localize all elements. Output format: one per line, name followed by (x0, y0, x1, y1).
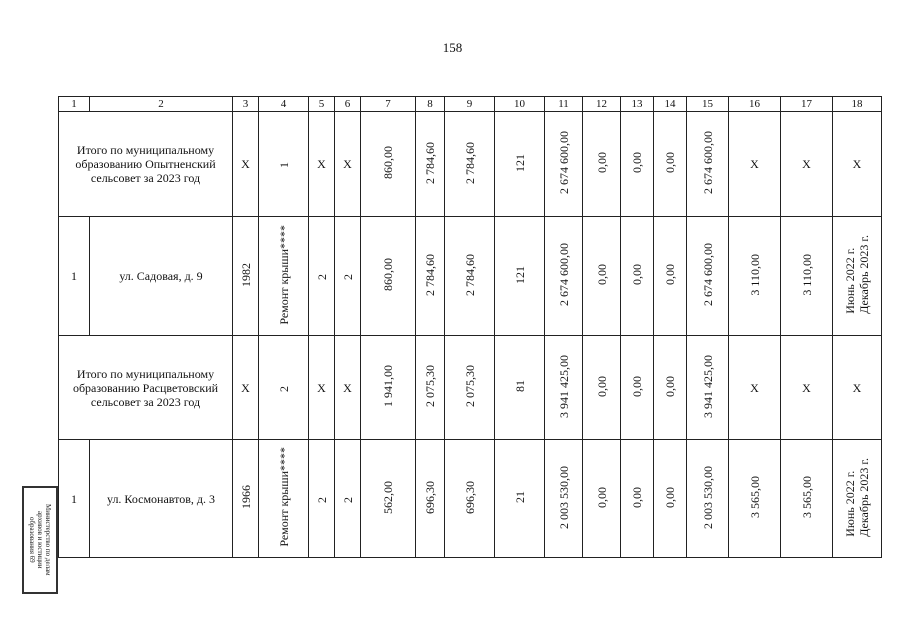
cell-address: ул. Садовая, д. 9 (90, 217, 233, 336)
cell-text: Ремонт крыши**** (276, 224, 291, 325)
col-header: 2 (90, 97, 233, 112)
cell-c8 (416, 440, 445, 558)
house-row-sadovaya (59, 217, 882, 336)
cell-c15 (687, 440, 729, 558)
col-header: 9 (445, 97, 495, 112)
cell-c8 (416, 336, 445, 440)
cell-index: 1 (59, 217, 90, 336)
col-header: 7 (361, 97, 416, 112)
cell-text: 2 003 530,00 (700, 465, 715, 529)
col-header: 3 (233, 97, 259, 112)
cell-c12 (583, 112, 621, 217)
col-header: 13 (621, 97, 654, 112)
cell-c16: X (729, 336, 781, 440)
cell-text: 0,00 (630, 375, 644, 397)
cell-text: 2 (314, 496, 329, 503)
cell-c9 (445, 336, 495, 440)
cell-text: 562,00 (381, 480, 395, 514)
cell-work-type (259, 336, 309, 440)
cell-text: 860,00 (381, 146, 395, 179)
cell-c14 (654, 112, 687, 217)
cell-year (233, 217, 259, 336)
cell-c11 (545, 440, 583, 558)
cell-text: 2 075,30 (462, 365, 477, 407)
col-header: 4 (259, 97, 309, 112)
cell-text: 21 (512, 491, 527, 503)
cell-c11 (545, 112, 583, 217)
page-number: 158 (442, 40, 463, 55)
cell-c10 (495, 217, 545, 336)
cell-text: 2 (314, 274, 329, 280)
cell-c6 (335, 217, 361, 336)
cell-text: 0,00 (594, 486, 609, 508)
cell-c13 (621, 112, 654, 217)
cell-address: ул. Космонавтов, д. 3 (90, 440, 233, 558)
cell-text: 2 784,60 (462, 141, 477, 184)
cell-text: 0,00 (594, 264, 609, 285)
cell-text: 0,00 (594, 152, 609, 173)
cell-c16 (729, 440, 781, 558)
cell-text: 81 (512, 380, 527, 392)
cell-c14 (654, 336, 687, 440)
cell-c16 (729, 217, 781, 336)
cell-text: 3 941 425,00 (700, 354, 715, 418)
cell-c9 (445, 217, 495, 336)
cell-c7 (361, 440, 416, 558)
cell-c5: X (309, 112, 335, 217)
cell-c6: X (335, 336, 361, 440)
cell-text: 3 110,00 (799, 253, 814, 296)
cell-text: 696,30 (423, 480, 437, 514)
cell-c14 (654, 217, 687, 336)
cell-c9 (445, 440, 495, 558)
house-row-kosmonavtov (59, 440, 882, 558)
cell-work-type (259, 217, 309, 336)
cell-c17: X (781, 336, 833, 440)
cell-year (233, 440, 259, 558)
cell-c16: X (729, 112, 781, 217)
cell-c12 (583, 217, 621, 336)
cell-text: Июнь 2022 г. Декабрь 2023 г. (843, 457, 871, 537)
cell-c18: X (833, 112, 882, 217)
cell-c17: X (781, 112, 833, 217)
cell-text: 121 (512, 153, 527, 172)
cell-text: 2 003 530,00 (556, 465, 571, 529)
cell-c13 (621, 217, 654, 336)
capital-repair-table (58, 96, 882, 558)
cell-text: 2 (276, 385, 291, 392)
archive-stamp (22, 486, 58, 594)
cell-c15 (687, 217, 729, 336)
cell-text: 1 941,00 (381, 365, 395, 407)
col-header: 18 (833, 97, 882, 112)
cell-text: 1982 (238, 262, 253, 287)
cell-text: 2 784,60 (423, 253, 437, 296)
cell-c5 (309, 440, 335, 558)
cell-c5 (309, 217, 335, 336)
cell-text: 0,00 (663, 152, 677, 173)
cell-c18 (833, 440, 882, 558)
cell-text: 2 075,30 (423, 365, 437, 407)
cell-c10 (495, 112, 545, 217)
col-header: 11 (545, 97, 583, 112)
cell-c6 (335, 440, 361, 558)
total-row-opytnensky (59, 112, 882, 217)
cell-text: 3 565,00 (747, 476, 762, 518)
col-header: 6 (335, 97, 361, 112)
cell-year: X (233, 336, 259, 440)
col-header: 17 (781, 97, 833, 112)
cell-c7 (361, 112, 416, 217)
cell-text: 0,00 (663, 264, 677, 285)
cell-text: 2 674 600,00 (556, 131, 571, 194)
cell-text: 2 674 600,00 (700, 243, 715, 306)
cell-c11 (545, 336, 583, 440)
cell-c8 (416, 217, 445, 336)
col-header: 1 (59, 97, 90, 112)
cell-c10 (495, 440, 545, 558)
total-label: Итого по муниципальному образованию Опытненский сельсовет за 2023 год (59, 112, 233, 217)
cell-c10 (495, 336, 545, 440)
total-label: Итого по муниципальному образованию Расцветовский сельсовет за 2023 год (59, 336, 233, 440)
cell-c5: X (309, 336, 335, 440)
col-header: 15 (687, 97, 729, 112)
cell-work-type (259, 440, 309, 558)
col-header: 16 (729, 97, 781, 112)
cell-text: 0,00 (594, 375, 609, 397)
cell-c12 (583, 336, 621, 440)
cell-text: 121 (512, 265, 527, 284)
cell-text: 0,00 (630, 486, 644, 508)
cell-text: 3 110,00 (747, 253, 762, 296)
column-number-row (59, 97, 882, 112)
cell-text: 0,00 (663, 486, 677, 508)
col-header: 5 (309, 97, 335, 112)
cell-text: 2 (340, 274, 355, 280)
cell-c9 (445, 112, 495, 217)
cell-text: 0,00 (630, 152, 644, 173)
cell-text: 2 674 600,00 (556, 243, 571, 306)
cell-c17 (781, 440, 833, 558)
cell-text: 3 941 425,00 (556, 354, 571, 418)
cell-text: 696,30 (462, 480, 477, 514)
col-header: 12 (583, 97, 621, 112)
cell-index: 1 (59, 440, 90, 558)
col-header: 10 (495, 97, 545, 112)
cell-c13 (621, 440, 654, 558)
cell-text: 2 784,60 (423, 141, 437, 184)
cell-text: 2 (340, 496, 355, 503)
stamp-text: Министерство по делам архивов и юстиции образования 69 (28, 504, 52, 576)
cell-year: X (233, 112, 259, 217)
cell-text: Ремонт крыши**** (276, 447, 291, 547)
cell-text: 0,00 (630, 264, 644, 285)
cell-text: 1966 (238, 485, 253, 509)
cell-c11 (545, 217, 583, 336)
cell-text: 3 565,00 (799, 476, 814, 518)
cell-c15 (687, 336, 729, 440)
cell-c15 (687, 112, 729, 217)
cell-text: 0,00 (663, 375, 677, 397)
cell-text: 2 674 600,00 (700, 131, 715, 194)
cell-c17 (781, 217, 833, 336)
col-header: 8 (416, 97, 445, 112)
cell-c18 (833, 217, 882, 336)
cell-text: Июнь 2022 г. Декабрь 2023 г. (843, 235, 871, 314)
cell-text: 1 (276, 162, 291, 168)
cell-c14 (654, 440, 687, 558)
cell-work-type (259, 112, 309, 217)
cell-c7 (361, 217, 416, 336)
cell-c18: X (833, 336, 882, 440)
cell-c13 (621, 336, 654, 440)
col-header: 14 (654, 97, 687, 112)
total-row-rastsvetovsky (59, 336, 882, 440)
cell-c6: X (335, 112, 361, 217)
cell-text: 2 784,60 (462, 253, 477, 296)
cell-c7 (361, 336, 416, 440)
cell-c12 (583, 440, 621, 558)
cell-text: 860,00 (381, 258, 395, 291)
cell-c8 (416, 112, 445, 217)
